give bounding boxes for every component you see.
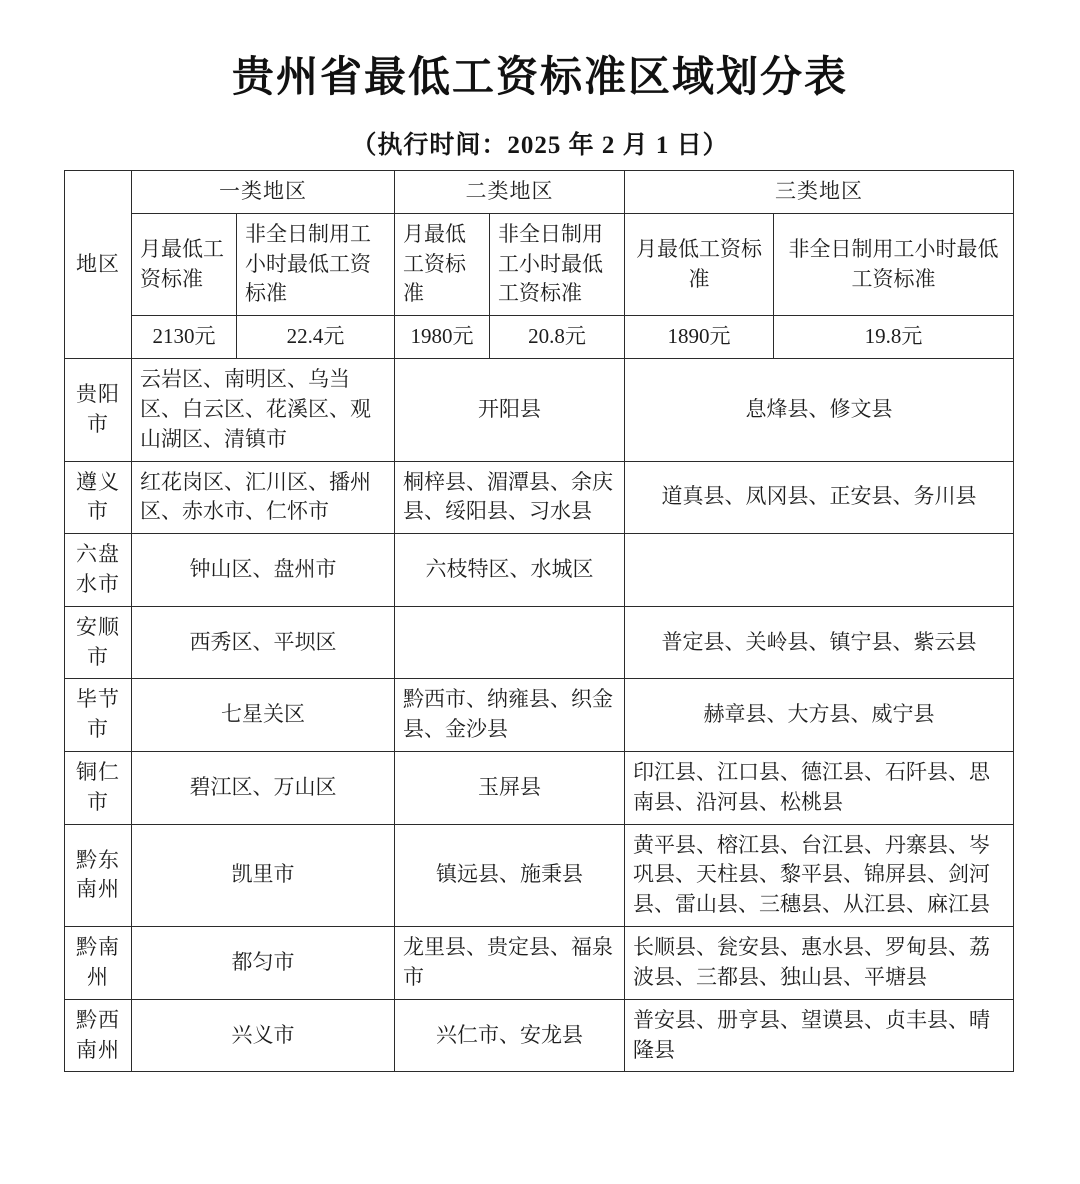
header-sub-tier3-hourly: 非全日制用工小时最低工资标准 <box>774 213 1014 315</box>
row-tier1-areas: 七星关区 <box>132 679 395 752</box>
table-header-row-category <box>65 171 1014 214</box>
row-tier2-areas: 黔西市、纳雍县、织金县、金沙县 <box>395 679 625 752</box>
row-tier3-areas: 普安县、册亨县、望谟县、贞丰县、晴隆县 <box>625 999 1014 1072</box>
amount-tier3-hourly: 19.8元 <box>774 316 1014 359</box>
row-tier2-areas: 玉屏县 <box>395 752 625 825</box>
row-tier3-areas <box>625 534 1014 607</box>
row-tier1-areas: 钟山区、盘州市 <box>132 534 395 607</box>
row-tier3-areas: 道真县、凤冈县、正安县、务川县 <box>625 461 1014 534</box>
header-sub-tier2-monthly: 月最低工资标准 <box>395 213 490 315</box>
table-row <box>65 534 1014 607</box>
row-tier1-areas: 兴义市 <box>132 999 395 1072</box>
row-region-name: 毕节市 <box>65 679 132 752</box>
amount-tier1-hourly: 22.4元 <box>237 316 395 359</box>
table-row <box>65 999 1014 1072</box>
row-region-name: 贵阳市 <box>65 359 132 461</box>
table-header-row-amounts <box>65 316 1014 359</box>
row-tier3-areas: 赫章县、大方县、威宁县 <box>625 679 1014 752</box>
header-category-tier3: 三类地区 <box>625 171 1014 214</box>
row-tier3-areas: 息烽县、修文县 <box>625 359 1014 461</box>
amount-tier1-monthly: 2130元 <box>132 316 237 359</box>
row-tier1-areas: 都匀市 <box>132 927 395 1000</box>
row-region-name: 六盘水市 <box>65 534 132 607</box>
table-row <box>65 606 1014 679</box>
row-tier1-areas: 云岩区、南明区、乌当区、白云区、花溪区、观山湖区、清镇市 <box>132 359 395 461</box>
row-tier2-areas <box>395 606 625 679</box>
table-row <box>65 461 1014 534</box>
row-region-name: 黔南州 <box>65 927 132 1000</box>
header-sub-tier1-monthly: 月最低工资标准 <box>132 213 237 315</box>
table-row <box>65 927 1014 1000</box>
row-tier2-areas: 龙里县、贵定县、福泉市 <box>395 927 625 1000</box>
table-row <box>65 752 1014 825</box>
table-header-row-subheader <box>65 213 1014 315</box>
amount-tier2-hourly: 20.8元 <box>490 316 625 359</box>
header-category-tier1: 一类地区 <box>132 171 395 214</box>
row-tier3-areas: 黄平县、榕江县、台江县、丹寨县、岑巩县、天柱县、黎平县、锦屏县、剑河县、雷山县、三穗县、从江县、麻江县 <box>625 824 1014 926</box>
row-region-name: 黔西南州 <box>65 999 132 1072</box>
page-title: 贵州省最低工资标准区域划分表 <box>231 55 848 101</box>
row-tier1-areas: 红花岗区、汇川区、播州区、赤水市、仁怀市 <box>132 461 395 534</box>
row-tier2-areas: 兴仁市、安龙县 <box>395 999 625 1072</box>
row-region-name: 遵义市 <box>65 461 132 534</box>
page-subtitle: （执行时间：2025 年 2 月 1 日） <box>351 132 729 159</box>
row-tier3-areas: 普定县、关岭县、镇宁县、紫云县 <box>625 606 1014 679</box>
header-region-label: 地区 <box>65 171 132 359</box>
row-tier2-areas: 桐梓县、湄潭县、余庆县、绥阳县、习水县 <box>395 461 625 534</box>
table-row <box>65 824 1014 926</box>
amount-tier3-monthly: 1890元 <box>625 316 774 359</box>
minimum-wage-region-table <box>64 170 1014 1072</box>
header-sub-tier3-monthly: 月最低工资标准 <box>625 213 774 315</box>
row-region-name: 安顺市 <box>65 606 132 679</box>
table-row <box>65 359 1014 461</box>
row-tier2-areas: 镇远县、施秉县 <box>395 824 625 926</box>
header-sub-tier1-hourly: 非全日制用工小时最低工资标准 <box>237 213 395 315</box>
minimum-wage-region-table-wrapper <box>64 170 1013 1072</box>
row-region-name: 黔东南州 <box>65 824 132 926</box>
row-tier1-areas: 碧江区、万山区 <box>132 752 395 825</box>
row-tier1-areas: 凯里市 <box>132 824 395 926</box>
amount-tier2-monthly: 1980元 <box>395 316 490 359</box>
header-sub-tier2-hourly: 非全日制用工小时最低工资标准 <box>490 213 625 315</box>
row-tier2-areas: 开阳县 <box>395 359 625 461</box>
table-row <box>65 679 1014 752</box>
row-tier3-areas: 印江县、江口县、德江县、石阡县、思南县、沿河县、松桃县 <box>625 752 1014 825</box>
row-tier3-areas: 长顺县、瓮安县、惠水县、罗甸县、荔波县、三都县、独山县、平塘县 <box>625 927 1014 1000</box>
row-tier1-areas: 西秀区、平坝区 <box>132 606 395 679</box>
header-category-tier2: 二类地区 <box>395 171 625 214</box>
row-tier2-areas: 六枝特区、水城区 <box>395 534 625 607</box>
row-region-name: 铜仁市 <box>65 752 132 825</box>
